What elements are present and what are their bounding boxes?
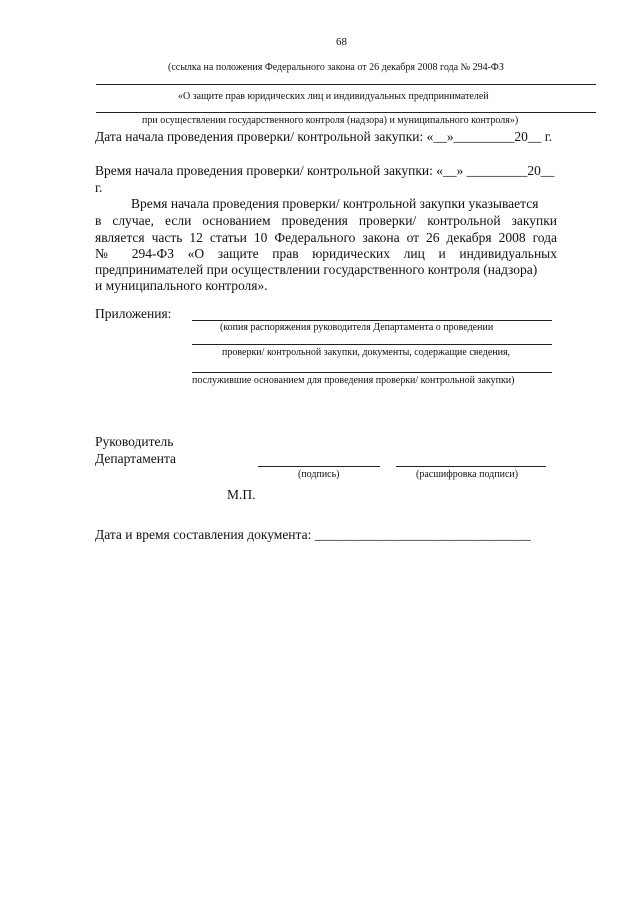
note-line-2: в случае, если основанием проведения проверки/ контрольной закупки: [95, 213, 557, 228]
reference-line-3: при осуществлении государственного контроля (надзора) и муниципального контроля»): [142, 115, 519, 126]
attachments-label: Приложения:: [95, 306, 172, 321]
attachments-hint-2: проверки/ контрольной закупки, документы, содержащие сведения,: [222, 347, 511, 358]
note-line-1: Время начала проведения проверки/ контрольной закупки указывается: [131, 196, 539, 211]
start-date-field: Дата начала проведения проверки/ контрольной закупки: «__»_________20__ г.: [95, 129, 553, 144]
reference-line-2: «О защите прав юридических лиц и индивидуальных предпринимателей: [178, 91, 489, 102]
note-line-6: и муниципального контроля».: [95, 278, 268, 293]
start-time-field: Время начала проведения проверки/ контрольной закупки: «__» _________20__: [95, 163, 555, 178]
attachments-line-2: [192, 344, 552, 345]
signature-decode-caption: (расшифровка подписи): [416, 469, 519, 480]
attachments-hint-3: послужившие основанием для проведения проверки/ контрольной закупки): [192, 375, 515, 386]
signer-role-line-1: Руководитель: [95, 434, 174, 449]
reference-underline-2: [96, 112, 596, 113]
note-line-3: является часть 12 статьи 10 Федерального закона от 26 декабря 2008 года: [95, 230, 557, 245]
signature-decode-line: [396, 466, 546, 467]
reference-line-1: (ссылка на положения Федерального закона от 26 декабря 2008 года № 294-ФЗ: [168, 62, 504, 73]
signature-line: [258, 466, 380, 467]
note-line-5: предпринимателей при осуществлении государственного контроля (надзора): [95, 262, 538, 277]
attachments-hint-1: (копия распоряжения руководителя Департамента о проведении: [220, 322, 494, 333]
start-time-year-suffix: г.: [95, 180, 103, 195]
signature-caption: (подпись): [298, 469, 340, 480]
reference-underline-1: [96, 84, 596, 85]
signer-role-line-2: Департамента: [95, 451, 177, 466]
document-datetime-field: Дата и время составления документа: ________________________________: [95, 527, 531, 542]
attachments-line-1: [192, 320, 552, 321]
stamp-placeholder: М.П.: [227, 487, 256, 502]
note-line-4: № 294-ФЗ «О защите прав юридических лиц и индивидуальных: [95, 246, 557, 261]
page-number: 68: [336, 36, 347, 48]
attachments-line-3: [192, 372, 552, 373]
